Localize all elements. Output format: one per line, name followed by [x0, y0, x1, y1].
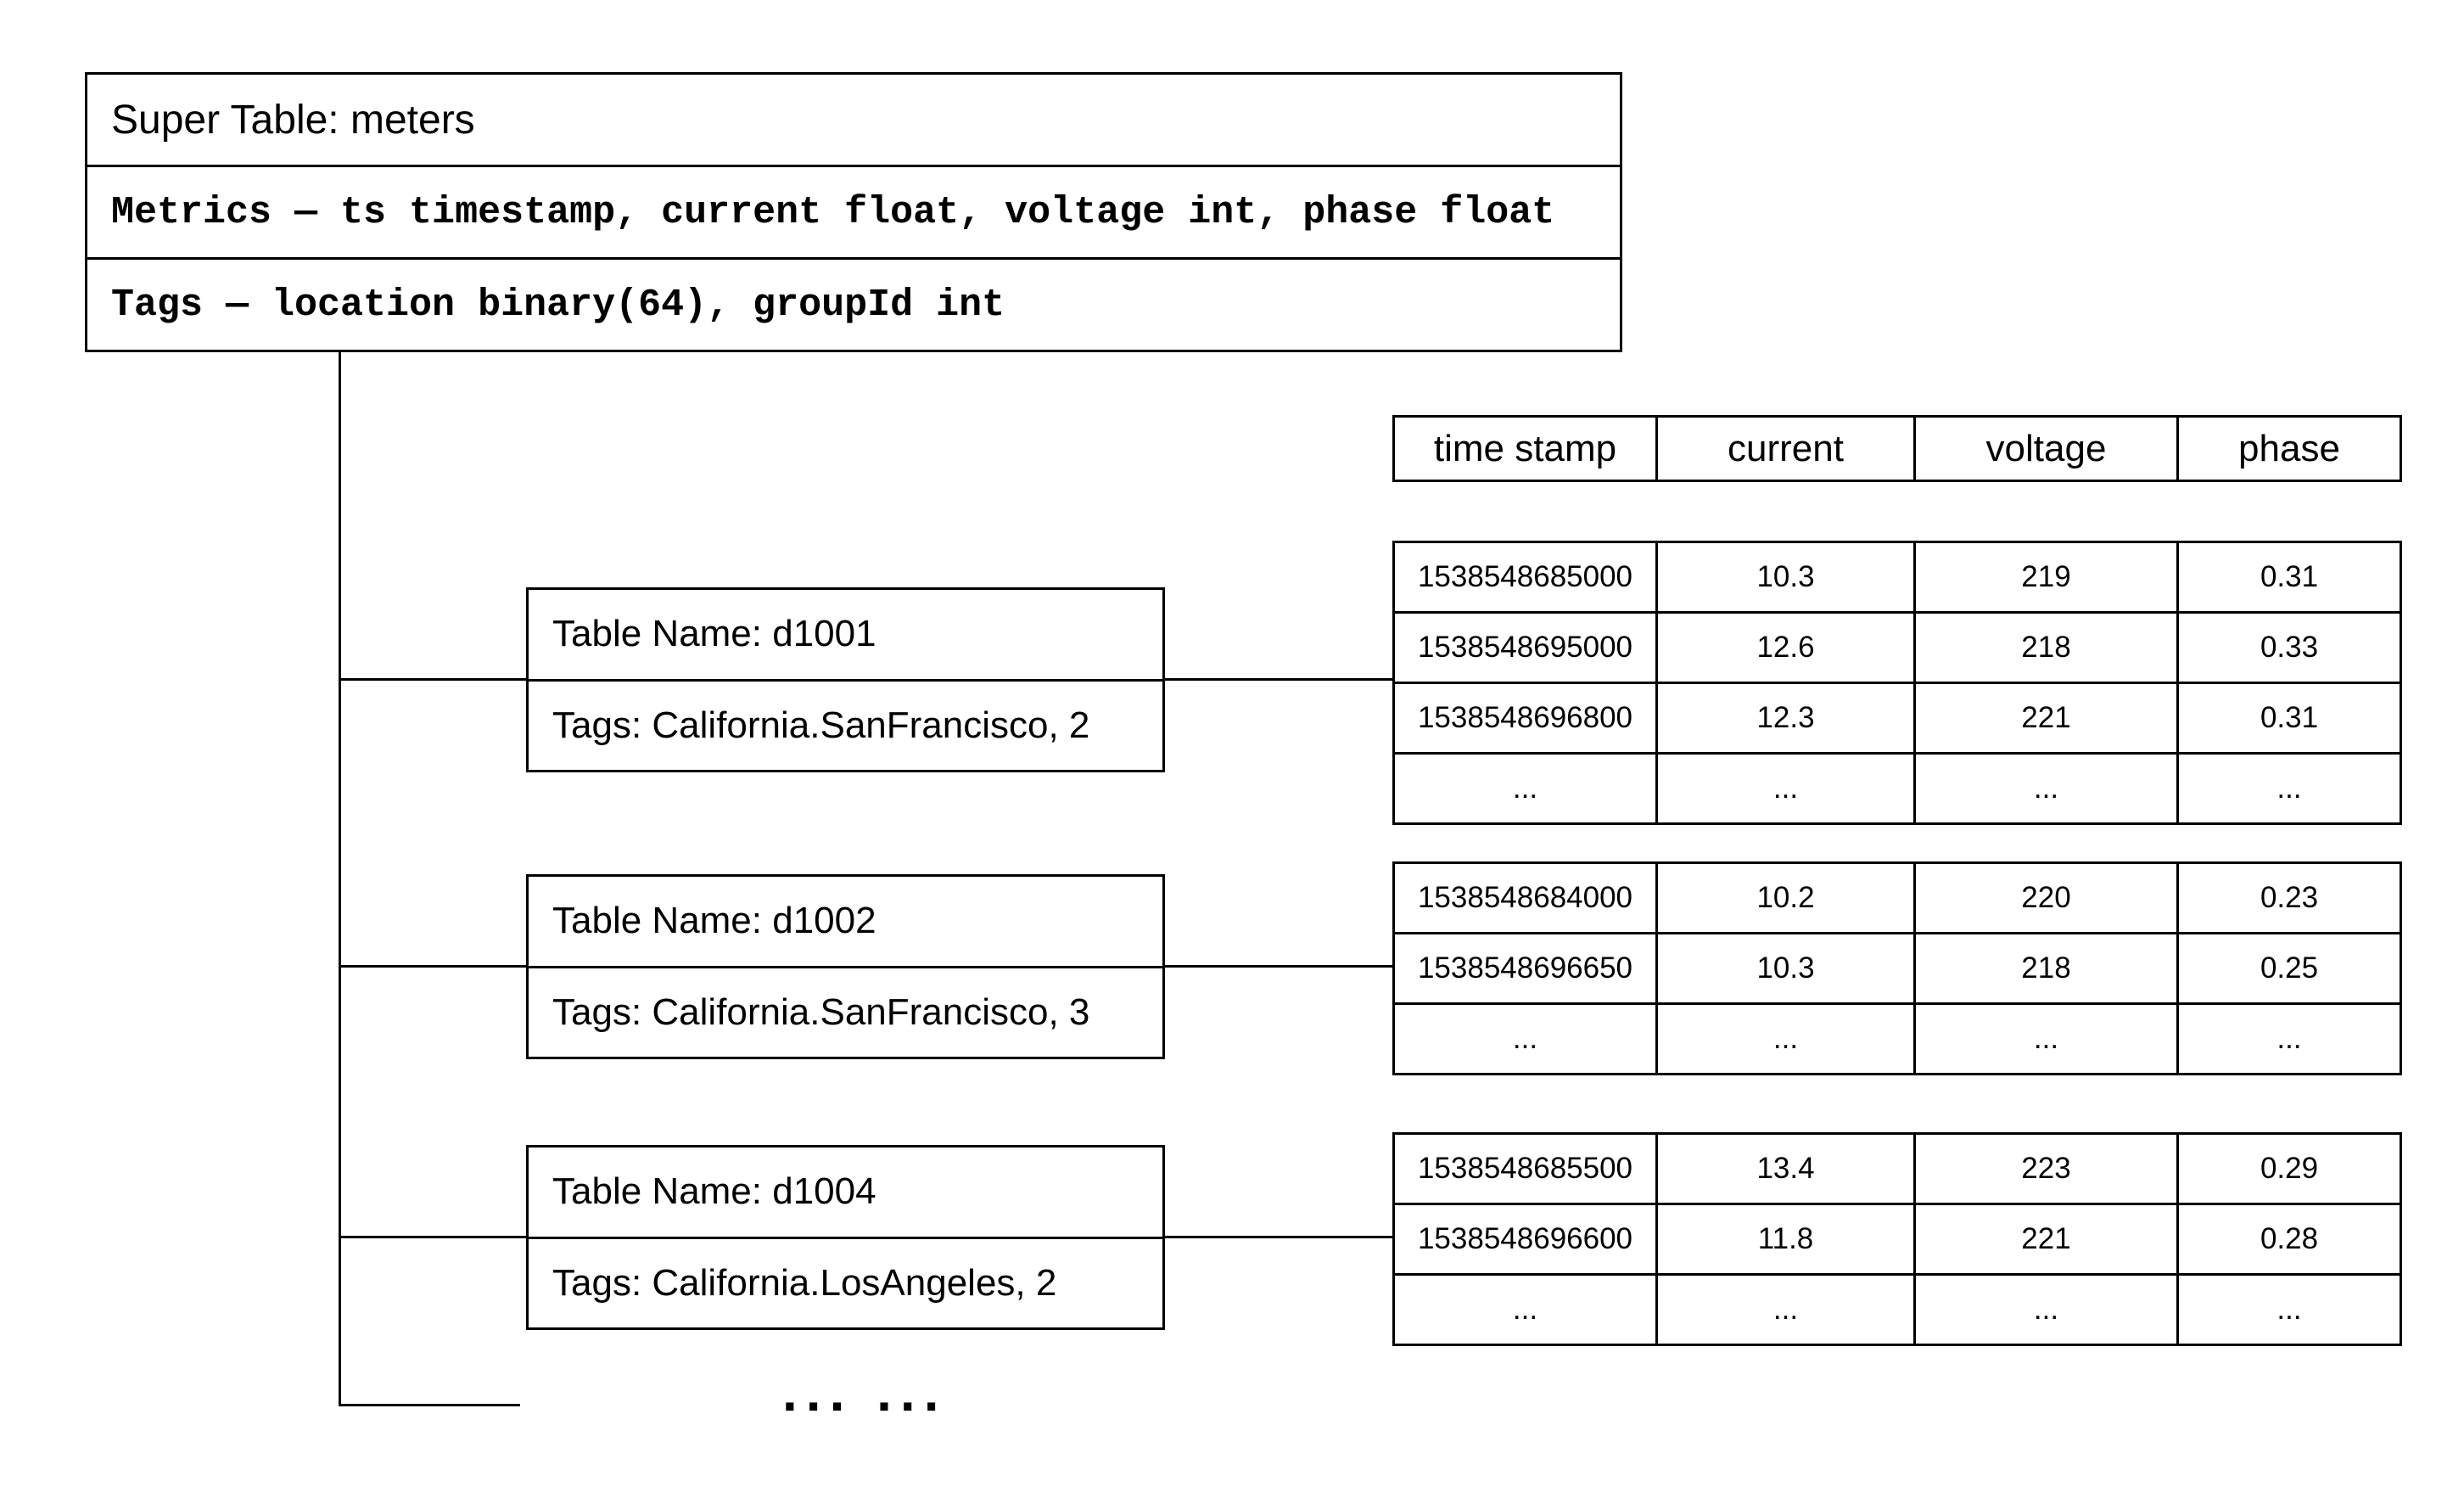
table-cell: ... [1394, 1275, 1657, 1345]
table-cell: 12.3 [1657, 683, 1915, 754]
table-cell: ... [2178, 1004, 2401, 1075]
column-header-timestamp: time stamp [1394, 417, 1657, 481]
child-table-name: Table Name: d1002 [552, 900, 876, 942]
branch-line-d1004 [339, 1236, 529, 1238]
super-table-metrics: Metrics — ts timestamp, current float, voltage int, phase float [87, 165, 1620, 257]
data-table-d1002 [1392, 861, 2402, 1075]
table-cell: 1538548696800 [1394, 683, 1657, 754]
table-cell: 13.4 [1657, 1134, 1915, 1204]
data-table-d1004 [1392, 1132, 2402, 1346]
data-table-d1001 [1392, 541, 2402, 825]
child-table-tags: Tags: California.SanFrancisco, 2 [529, 679, 1162, 771]
more-tables-ellipsis: ... ... [782, 1361, 948, 1422]
table-cell: 0.28 [2178, 1204, 2401, 1275]
table-cell: 219 [1915, 542, 2178, 613]
table-cell: 1538548695000 [1394, 613, 1657, 683]
table-row [1394, 542, 2401, 613]
super-table-tags: Tags — location binary(64), groupId int [87, 257, 1620, 350]
table-cell: ... [1657, 754, 1915, 824]
child-table-tags: Tags: California.LosAngeles, 2 [529, 1237, 1162, 1328]
table-row [1394, 863, 2401, 934]
column-header-voltage: voltage [1915, 417, 2178, 481]
table-row [1394, 1204, 2401, 1275]
more-tables-branch-line [339, 1404, 520, 1406]
table-row [1394, 1134, 2401, 1204]
branch-line-d1002 [339, 965, 529, 968]
connector-line-d1004-to-table [1162, 1236, 1392, 1238]
child-table-name: Table Name: d1004 [552, 1170, 876, 1213]
table-cell: 220 [1915, 863, 2178, 934]
super-table-box [85, 72, 1622, 352]
column-header-current: current [1657, 417, 1915, 481]
table-cell: 12.6 [1657, 613, 1915, 683]
table-cell: 0.33 [2178, 613, 2401, 683]
table-row [1394, 683, 2401, 754]
connector-line-d1002-to-table [1162, 965, 1392, 968]
table-cell: 10.2 [1657, 863, 1915, 934]
table-cell: 10.3 [1657, 542, 1915, 613]
table-row [1394, 1004, 2401, 1075]
child-table-tags: Tags: California.SanFrancisco, 3 [529, 966, 1162, 1058]
table-cell: ... [1657, 1004, 1915, 1075]
table-cell: ... [1394, 1004, 1657, 1075]
table-cell: 0.25 [2178, 934, 2401, 1004]
table-cell: 218 [1915, 613, 2178, 683]
column-header-phase: phase [2178, 417, 2401, 481]
table-cell: ... [1915, 1275, 2178, 1345]
table-cell: ... [2178, 754, 2401, 824]
table-cell: ... [1657, 1275, 1915, 1345]
table-row [1394, 417, 2401, 481]
table-cell: 223 [1915, 1134, 2178, 1204]
table-cell: 1538548685500 [1394, 1134, 1657, 1204]
table-cell: 0.31 [2178, 542, 2401, 613]
child-table-name: Table Name: d1001 [552, 613, 876, 655]
table-cell: 0.31 [2178, 683, 2401, 754]
table-cell: 0.29 [2178, 1134, 2401, 1204]
table-row [1394, 613, 2401, 683]
table-cell: 221 [1915, 1204, 2178, 1275]
child-table-box-d1002 [526, 874, 1165, 1059]
table-cell: ... [1915, 1004, 2178, 1075]
table-cell: 1538548685000 [1394, 542, 1657, 613]
table-cell: ... [1915, 754, 2178, 824]
branch-line-d1001 [339, 678, 529, 681]
connector-line-d1001-to-table [1162, 678, 1392, 681]
table-row [1394, 934, 2401, 1004]
table-cell: ... [2178, 1275, 2401, 1345]
super-table-title: Super Table: meters [111, 97, 475, 143]
table-cell: 1538548684000 [1394, 863, 1657, 934]
child-table-box-d1001 [526, 587, 1165, 772]
table-cell: 0.23 [2178, 863, 2401, 934]
table-row [1394, 754, 2401, 824]
trunk-connector-line [339, 352, 341, 1406]
table-cell: 1538548696650 [1394, 934, 1657, 1004]
table-cell: 10.3 [1657, 934, 1915, 1004]
table-cell: 221 [1915, 683, 2178, 754]
table-cell: 218 [1915, 934, 2178, 1004]
table-cell: 11.8 [1657, 1204, 1915, 1275]
column-header-row [1392, 415, 2402, 482]
table-cell: 1538548696600 [1394, 1204, 1657, 1275]
table-cell: ... [1394, 754, 1657, 824]
child-table-box-d1004 [526, 1145, 1165, 1330]
table-row [1394, 1275, 2401, 1345]
